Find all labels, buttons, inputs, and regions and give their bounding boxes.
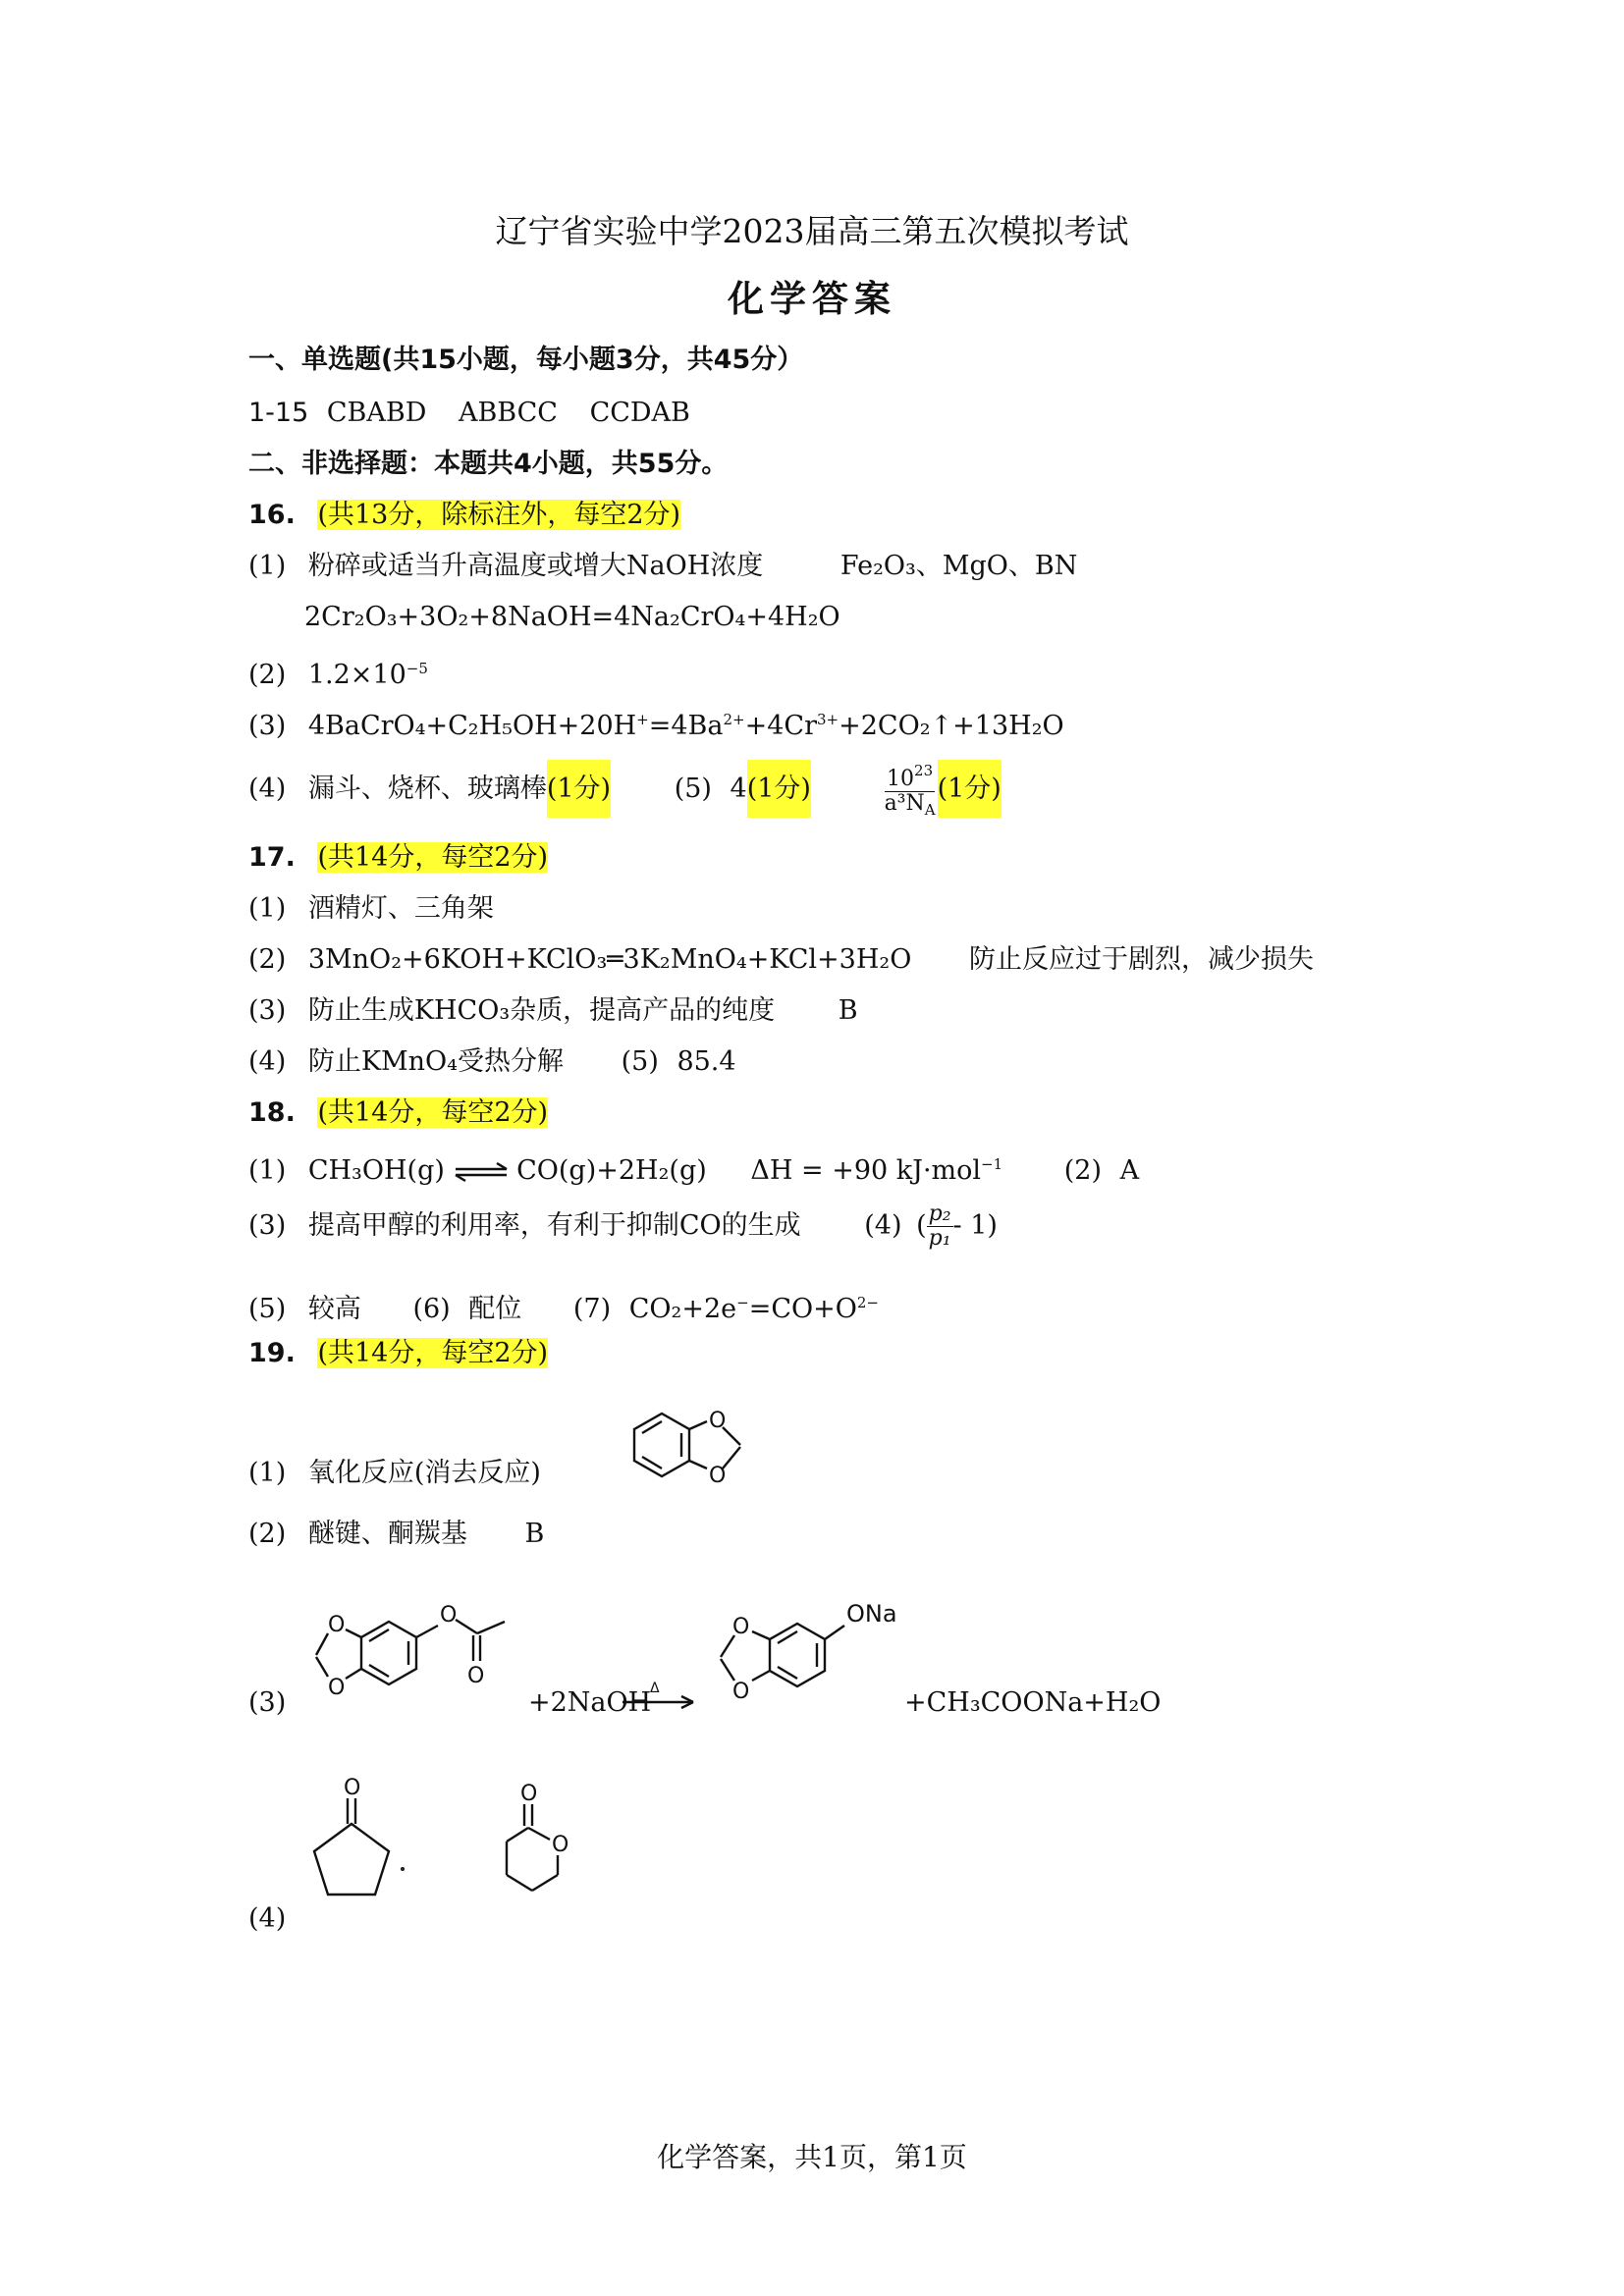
q16-p1-equation: 2Cr₂O₃+3O₂+8NaOH=4Na₂CrO₄+4H₂O <box>304 602 840 632</box>
q17-p5-label: (5) <box>621 1046 659 1077</box>
ona-group: ONa <box>846 1600 897 1628</box>
q16-p4-label: (4) <box>248 774 287 804</box>
q16-note: (共13分，除标注外，每空2分) <box>317 500 681 530</box>
q19-part1 <box>248 1457 541 1490</box>
ring-atom-o-2: O <box>328 1676 346 1700</box>
q19-p4-label: (4) <box>248 1903 287 1934</box>
q18-p7-sup1: − <box>736 1294 749 1311</box>
q18-p7-sup2: 2− <box>856 1294 880 1311</box>
q16-part3 <box>248 703 1064 743</box>
q18-p3-label: (3) <box>248 1210 287 1241</box>
benzodioxole-structure-icon <box>628 1404 756 1502</box>
document-subtitle: 化学答案 <box>728 277 896 320</box>
section1-heading: 一、单选题(共15小题，每小题3分，共45分） <box>248 345 804 375</box>
q17-p2-equation: 3MnO₂+6KOH+KClO₃═3K₂MnO₄+KCl+3H₂O <box>307 944 912 975</box>
q16-p3-sup1: + <box>636 711 649 728</box>
q18-p5-label: (5) <box>248 1294 287 1324</box>
q16-p5-score: (1分) <box>747 760 811 818</box>
q17-note: (共14分，每空2分) <box>317 842 549 873</box>
q16-part1 <box>248 550 1077 583</box>
q19-p2-label: (2) <box>248 1519 287 1549</box>
q18-p7-eq-b: =CO+O <box>748 1294 857 1324</box>
q18-note: (共14分，每空2分) <box>317 1097 549 1128</box>
q16-p3-eq-c: +4Cr <box>744 711 817 741</box>
q16-p6-den: a³N <box>884 790 925 816</box>
q16-p1-answer-b: Fe₂O₃、MgO、BN <box>839 551 1078 581</box>
answer-group-2: ABBCC <box>458 398 558 428</box>
q16-p1-answer-a: 粉碎或适当升高温度或增大NaOH浓度 <box>307 551 764 581</box>
q18-p3-text: 提高甲醇的利用率，有利于抑制CO的生成 <box>307 1210 801 1241</box>
atom-o-1: O <box>709 1409 727 1433</box>
product-phenoxide-structure-icon <box>699 1590 915 1718</box>
product-ring-o-2: O <box>732 1680 750 1704</box>
q17-p4-text: 防止KMnO₄受热分解 <box>307 1046 565 1077</box>
q18-p4-open: ( <box>916 1210 927 1241</box>
answer-group-1: CBABD <box>326 398 427 428</box>
q18-p1-delta-h: ΔH = +90 kJ·mol <box>750 1155 982 1186</box>
q17-number: 17. <box>248 842 296 873</box>
q16-p6-fraction <box>883 759 938 822</box>
ketone-atom-o: O <box>344 1776 361 1800</box>
q16-p6-num: 10 <box>887 766 915 791</box>
q18-p2-label: (2) <box>1063 1155 1102 1186</box>
q19-header <box>248 1337 548 1370</box>
q16-p3-eq-b: =4Ba <box>648 711 724 741</box>
q17-p4-label: (4) <box>248 1046 287 1077</box>
q16-p3-label: (3) <box>248 711 287 741</box>
q18-part1 <box>248 1148 1139 1188</box>
q19-p3-product: +CH₃COONa+H₂O <box>904 1687 1162 1718</box>
q17-header <box>248 841 548 875</box>
q18-p7-eq-a: CO₂+2e <box>628 1294 737 1324</box>
q16-p4-score: (1分) <box>547 760 611 818</box>
lactone-ring-o: O <box>552 1833 569 1857</box>
q18-p2-text: A <box>1119 1155 1140 1186</box>
q19-p3-label: (3) <box>248 1687 287 1718</box>
q18-p7-label: (7) <box>572 1294 612 1324</box>
q16-number: 16. <box>248 500 296 530</box>
q16-p1-label: (1) <box>248 551 287 581</box>
q17-part1 <box>248 892 494 926</box>
q16-p2-label: (2) <box>248 660 287 690</box>
q18-p1-label: (1) <box>248 1155 287 1186</box>
q16-p3-eq-d: +2CO₂↑+13H₂O <box>839 711 1064 741</box>
q16-p2-exp: −5 <box>406 660 428 677</box>
q17-p1-label: (1) <box>248 893 287 924</box>
answers-label: 1-15 <box>248 398 309 428</box>
heat-condition: Δ <box>650 1681 660 1696</box>
section2-heading: 二、非选择题：本题共4小题，共55分。 <box>248 449 729 479</box>
q16-p3-sup3: 3+ <box>817 711 839 728</box>
section1-answers <box>248 397 690 430</box>
q17-p5-text: 85.4 <box>677 1046 736 1077</box>
lactone-carbonyl-o: O <box>520 1782 538 1806</box>
q17-p3-text: 防止生成KHCO₃杂质，提高产品的纯度 <box>307 995 776 1026</box>
document-title: 辽宁省实验中学2023届高三第五次模拟考试 <box>495 212 1129 250</box>
q19-number: 19. <box>248 1338 296 1368</box>
q19-note: (共14分，每空2分) <box>317 1338 549 1368</box>
q18-p1-eq-a: CH₃OH(g) <box>307 1155 445 1186</box>
q18-p6-label: (6) <box>412 1294 451 1324</box>
q16-p4-text: 漏斗、烧杯、玻璃棒 <box>307 774 547 804</box>
q18-p1-dh-exp: −1 <box>981 1155 1003 1173</box>
q17-part4 <box>248 1045 736 1079</box>
q17-p1-text: 酒精灯、三角架 <box>307 893 494 924</box>
q16-part2 <box>248 652 428 692</box>
q17-p2-label: (2) <box>248 944 287 975</box>
q17-part3 <box>248 994 858 1028</box>
cyclopentanone-structure-icon <box>302 1767 410 1914</box>
q18-part3 <box>248 1199 998 1254</box>
q18-p4-close: - 1) <box>952 1210 998 1241</box>
q18-p5-text: 较高 <box>307 1294 361 1324</box>
q16-p5-label: (5) <box>674 774 712 804</box>
q16-p6-score: (1分) <box>938 760 1001 818</box>
q18-number: 18. <box>248 1097 296 1128</box>
lactone-structure-icon <box>491 1777 599 1924</box>
q16-header <box>248 499 680 532</box>
answer-group-3: CCDAB <box>589 398 690 428</box>
q17-p3-label: (3) <box>248 995 287 1026</box>
equilibrium-arrow-icon <box>454 1162 509 1182</box>
q16-p6-num-exp: 23 <box>914 761 934 779</box>
ring-atom-o-1: O <box>328 1613 346 1637</box>
q19-p2-text: 醚键、酮羰基 <box>307 1519 467 1549</box>
q16-part4 <box>248 758 1001 822</box>
q18-p4-den: p₁ <box>928 1226 951 1251</box>
q18-p4-fraction <box>927 1202 953 1251</box>
page-footer: 化学答案，共1页，第1页 <box>657 2141 967 2173</box>
q18-p4-label: (4) <box>864 1210 902 1241</box>
q16-p6-den-sub: A <box>924 800 936 819</box>
q18-p4-num: p₂ <box>928 1201 951 1226</box>
q16-p3-eq-a: 4BaCrO₄+C₂H₅OH+20H <box>307 711 637 741</box>
q16-p5-text: 4 <box>730 774 747 804</box>
q19-p1-label: (1) <box>248 1458 287 1488</box>
q18-p1-eq-b: CO(g)+2H₂(g) <box>516 1155 707 1186</box>
q18-header <box>248 1096 548 1130</box>
q17-part2 <box>248 943 1314 977</box>
q16-p3-sup2: 2+ <box>723 711 745 728</box>
q19-p2-answer: B <box>524 1519 545 1549</box>
atom-o-2: O <box>709 1464 727 1488</box>
q18-part5 <box>248 1286 879 1326</box>
ester-atom-o: O <box>440 1603 458 1628</box>
q19-p3-reagent: +2NaOH <box>528 1687 652 1718</box>
product-ring-o-1: O <box>732 1615 750 1639</box>
q16-p2-base: 1.2×10 <box>307 660 406 690</box>
q19-p1-text: 氧化反应(消去反应) <box>307 1458 541 1488</box>
reactant-ester-structure-icon <box>312 1600 548 1708</box>
q17-p2-text: 防止反应过于剧烈，减少损失 <box>968 944 1314 975</box>
reaction-arrow-icon <box>621 1681 699 1710</box>
q17-p3-answer: B <box>838 995 858 1026</box>
carbonyl-atom-o: O <box>467 1664 485 1688</box>
q19-part2 <box>248 1518 544 1551</box>
q18-p6-text: 配位 <box>468 1294 522 1324</box>
